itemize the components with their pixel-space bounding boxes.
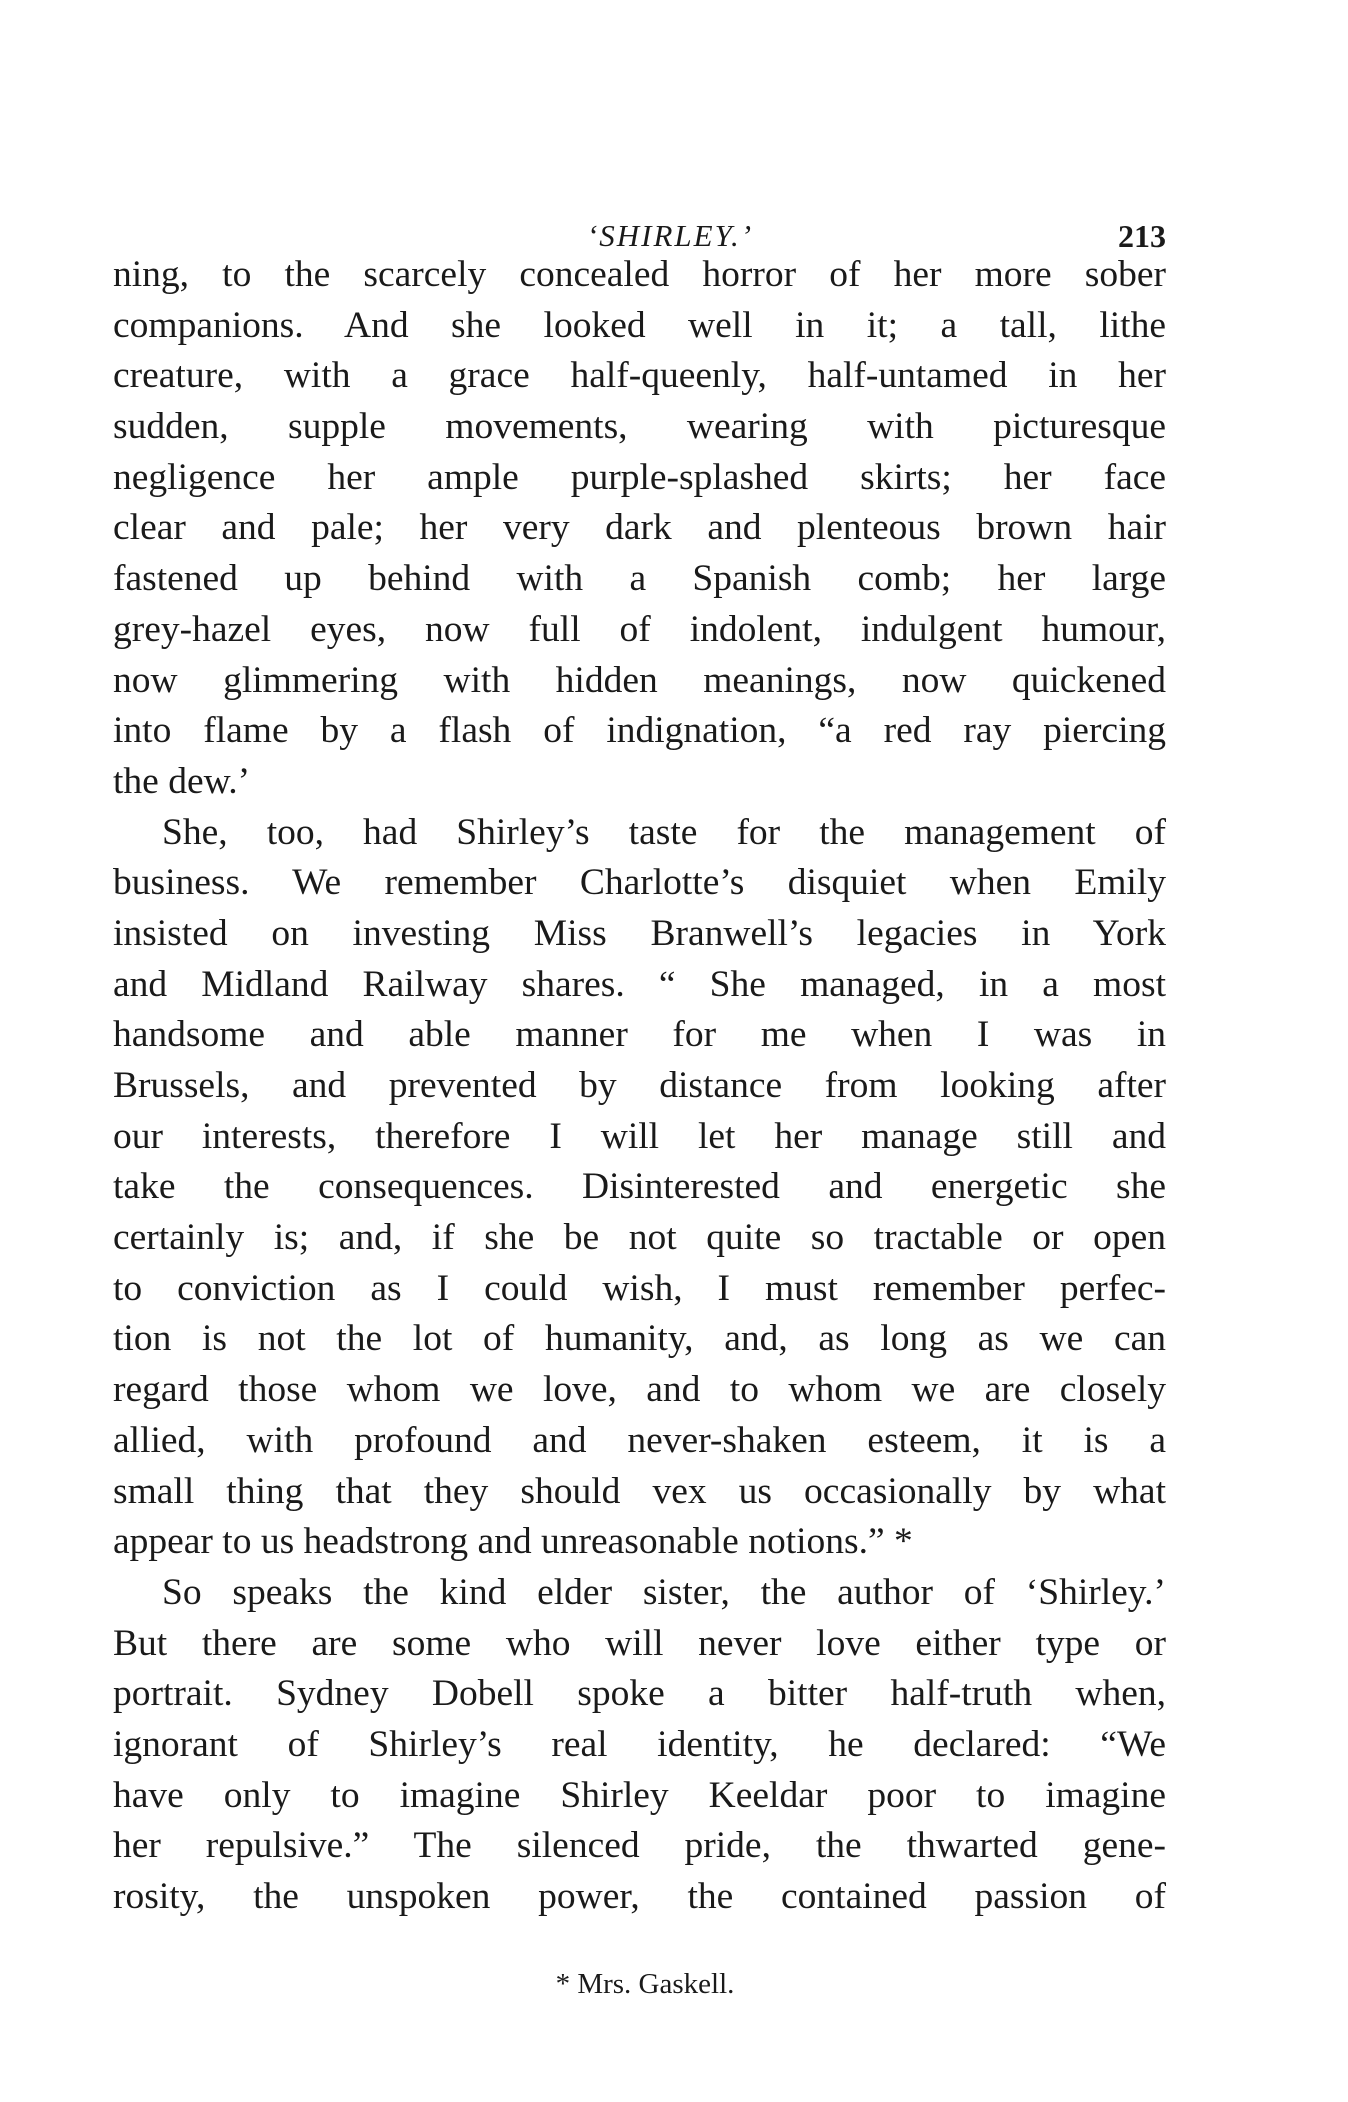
text-line: into flame by a flash of indignation, “a red ray piercing <box>113 710 1166 752</box>
page-number: 213 <box>1118 218 1166 254</box>
text-line: now glimmering with hidden meanings, now quickened <box>113 659 1166 701</box>
text-line: to conviction as I could wish, I must remember perfec- <box>113 1267 1166 1309</box>
footnote: * Mrs. Gaskell. <box>555 1968 735 2000</box>
text-line: take the consequences. Disinterested and energetic she <box>113 1166 1166 1208</box>
text-line: allied, with profound and never-shaken esteem, it is a <box>113 1419 1166 1461</box>
text-line: ignorant of Shirley’s real identity, he declared: “We <box>113 1723 1166 1765</box>
body-text <box>113 250 1166 1923</box>
text-line: small thing that they should vex us occasionally by what <box>113 1470 1166 1512</box>
text-line: creature, with a grace half-queenly, half-untamed in her <box>113 355 1166 397</box>
running-title: ‘SHIRLEY.’ <box>586 218 754 253</box>
text-line: the dew.’ <box>113 760 251 802</box>
text-line: sudden, supple movements, wearing with picturesque <box>113 406 1166 448</box>
text-line: regard those whom we love, and to whom we are closely <box>113 1369 1166 1411</box>
text-line: companions. And she looked well in it; a tall, lithe <box>113 304 1166 346</box>
text-line: grey-hazel eyes, now full of indolent, indulgent humour, <box>113 608 1166 650</box>
text-line: fastened up behind with a Spanish comb; her large <box>113 558 1166 600</box>
text-line: tion is not the lot of humanity, and, as long as we can <box>113 1318 1166 1360</box>
text-line: portrait. Sydney Dobell spoke a bitter half-truth when, <box>113 1673 1166 1715</box>
text-line: Brussels, and prevented by distance from looking after <box>113 1065 1166 1106</box>
text-line: have only to imagine Shirley Keeldar poor to imagine <box>113 1774 1166 1816</box>
text-line: and Midland Railway shares. “ She managed, in a most <box>113 963 1166 1005</box>
text-line: handsome and able manner for me when I was in <box>113 1014 1166 1056</box>
text-line: negligence her ample purple-splashed skirts; her face <box>113 456 1166 498</box>
text-line: business. We remember Charlotte’s disquiet when Emily <box>113 862 1166 904</box>
text-line: rosity, the unspoken power, the contained passion of <box>113 1876 1166 1917</box>
text-line: ning, to the scarcely concealed horror of her more sober <box>113 254 1166 295</box>
text-line: clear and pale; her very dark and plenteous brown hair <box>113 507 1166 549</box>
text-line: her repulsive.” The silenced pride, the thwarted gene- <box>113 1825 1166 1867</box>
text-line: She, too, had Shirley’s taste for the management of <box>162 811 1166 853</box>
text-line: certainly is; and, if she be not quite so tractable or open <box>113 1217 1166 1259</box>
text-line: appear to us headstrong and unreasonable notions.” * <box>113 1521 913 1563</box>
text-line: But there are some who will never love either type or <box>113 1622 1166 1664</box>
text-line: insisted on investing Miss Branwell’s legacies in York <box>113 912 1166 954</box>
text-line: So speaks the kind elder sister, the author of ‘Shirley.’ <box>162 1571 1166 1613</box>
text-line: our interests, therefore I will let her manage still and <box>113 1115 1166 1157</box>
